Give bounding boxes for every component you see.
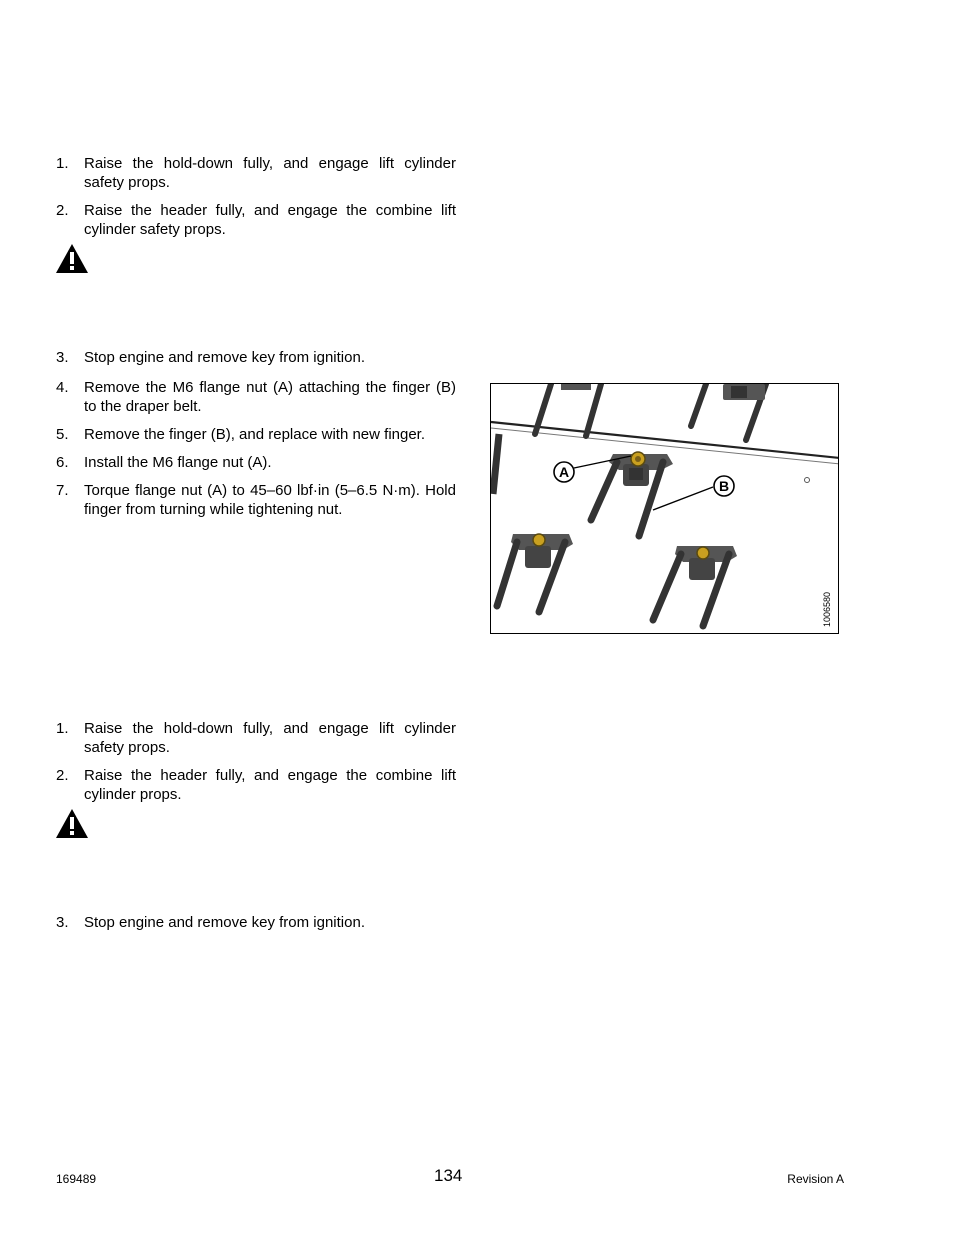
section2-step-2: 2. Raise the header fully, and engage the combine lift cylinder props. — [56, 767, 456, 803]
section1-step-4: 4. Remove the M6 flange nut (A) attaching the finger (B) to the draper belt. — [56, 379, 456, 415]
finger-b-shape — [591, 452, 673, 536]
section2-steps-3 — [56, 913, 456, 932]
warning-icon — [55, 243, 89, 274]
section2-steps-1-2 — [56, 719, 456, 804]
footer-page-number: 134 — [434, 1166, 463, 1185]
footer-revision: Revision A — [787, 1172, 844, 1186]
section1-step-3: 3. Stop engine and remove key from ignition. — [56, 349, 365, 366]
section1-step-6: 6. Install the M6 flange nut (A). — [56, 454, 272, 471]
section1-step-1: 1. Raise the hold-down fully, and engage lift cylinder safety props. — [56, 155, 456, 191]
section1-steps-3-7 — [56, 348, 456, 519]
draper-finger-figure — [490, 383, 839, 634]
callout-b-label: B — [718, 478, 730, 494]
section1-step-2: 2. Raise the header fully, and engage the combine lift cylinder safety props. — [56, 202, 456, 238]
section2-step-1: 1. Raise the hold-down fully, and engage lift cylinder safety props. — [56, 720, 456, 756]
callout-a-label: A — [558, 464, 570, 480]
draper-finger-illustration — [491, 384, 839, 634]
section1-step-5: 5. Remove the finger (B), and replace with new finger. — [56, 426, 426, 443]
warning-icon — [55, 808, 89, 839]
section1-step-7: 7. Torque flange nut (A) to 45–60 lbf·in (5–6.5 N·m). Hold finger from turning while tightening nut. — [56, 482, 456, 518]
section2-step-3: 3. Stop engine and remove key from ignition. — [56, 914, 365, 931]
figure-id: 1006580 — [822, 591, 832, 627]
section1-steps-1-2 — [56, 154, 456, 239]
footer-doc-number: 169489 — [56, 1172, 97, 1186]
